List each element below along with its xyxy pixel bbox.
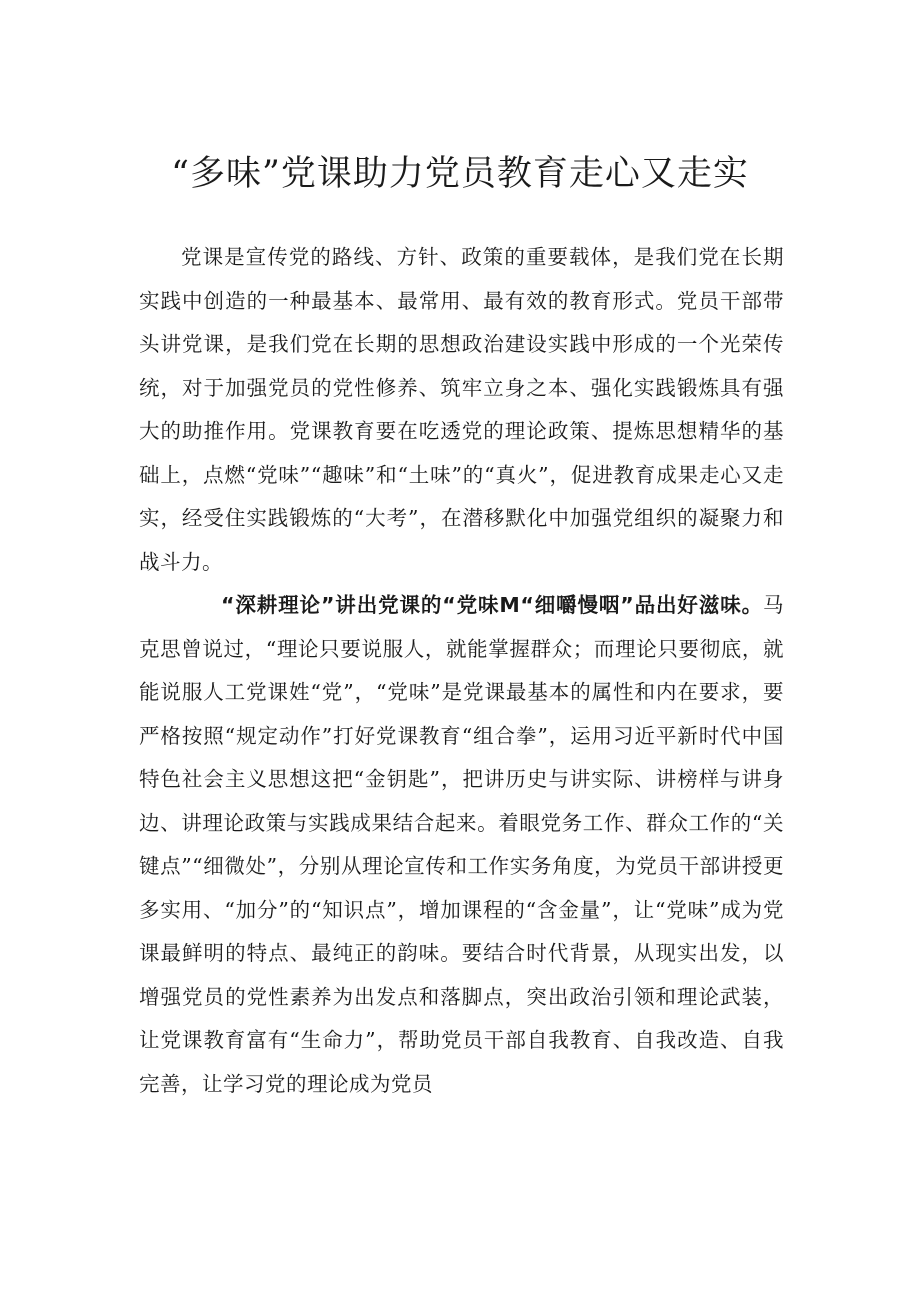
paragraph-theory-body: 马克思曾说过，“理论只要说服人，就能掌握群众；而理论只要彻底，就能说服人工党课姓“党”，“党味”是党课最基本的属性和内在要求，要严格按照“规定动作”打好党课教育“组合拳”，运用习近平新时代中国特色社会主义思想这把“金钥匙”，把讲历史与讲实际、讲榜样与讲身边、讲理论政策与实践成果结合起来。着眼党务工作、群众工作的“关键点”“细微处”，分别从理论宣传和工作实务角度，为党员干部讲授更多实用、“加分”的“知识点”，增加课程的“含金量”，让“党味”成为党课最鲜明的特点、最纯正的韵味。要结合时代背景，从现实出发，以增强党员的党性素养为出发点和落脚点，突出政治引领和理论武装，让党课教育富有“生命力”，帮助党员干部自我教育、自我改造、自我完善，让学习党的理论成为党员 bbox=[139, 593, 784, 1096]
paragraph-theory-lead: “深耕理论”讲出党课的“党味M“细嚼慢咽”品出好滋味。 bbox=[221, 593, 763, 617]
paragraph-theory bbox=[139, 584, 784, 1106]
paragraph-intro: 党课是宣传党的路线、方针、政策的重要载体，是我们党在长期实践中创造的一种最基本、最常用、最有效的教育形式。党员干部带头讲党课，是我们党在长期的思想政治建设实践中形成的一个光荣传统，对于加强党员的党性修养、筑牢立身之本、强化实践锻炼具有强大的助推作用。党课教育要在吃透党的理论政策、提炼思想精华的基础上，点燃“党味”“趣味”和“土味”的“真火”，促进教育成果走心又走实，经受住实践锻炼的“大考”，在潜移默化中加强党组织的凝聚力和战斗力。 bbox=[139, 245, 784, 574]
document-title: “多味”党课助力党员教育走心又走实 bbox=[171, 154, 749, 194]
document-body bbox=[139, 236, 784, 1106]
